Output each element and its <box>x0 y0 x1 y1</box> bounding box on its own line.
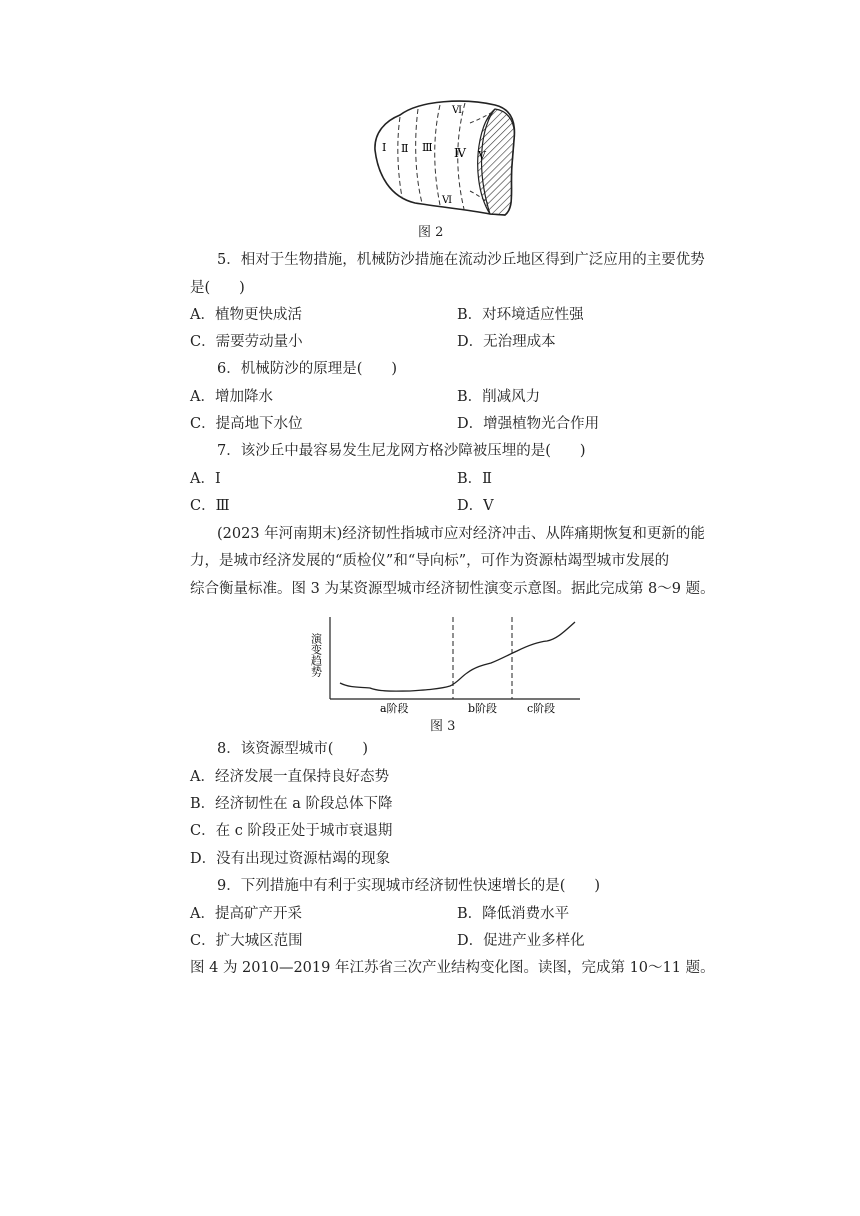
zone-label-5: Ⅴ <box>478 149 486 162</box>
resilience-trend-diagram <box>305 615 585 715</box>
q7-stem: 7．该沙丘中最容易发生尼龙网方格沙障被压埋的是( ) <box>217 443 586 459</box>
figure-2-caption: 图 2 <box>418 225 444 240</box>
passage-line3: 综合衡量标准。图 3 为某资源型城市经济韧性演变示意图。据此完成第 8～9 题。 <box>190 581 715 597</box>
figure-4-intro: 图 4 为 2010—2019 年江苏省三次产业结构变化图。读图，完成第 10～11 题。 <box>190 960 715 976</box>
q8-option-a: A．经济发展一直保持良好态势 <box>190 769 389 785</box>
zone-label-4: Ⅳ <box>454 146 466 160</box>
stage-a-label: a阶段 <box>380 702 409 715</box>
q9-stem: 9．下列措施中有利于实现城市经济韧性快速增长的是( ) <box>217 878 601 894</box>
q9-option-d: D．促进产业多样化 <box>457 933 585 949</box>
q5-option-b: B．对环境适应性强 <box>457 307 584 323</box>
q5-stem-line1: 5．相对于生物措施，机械防沙措施在流动沙丘地区得到广泛应用的主要优势 <box>217 252 705 268</box>
q5-option-c: C．需要劳动量小 <box>190 334 303 350</box>
q6-option-c: C．提高地下水位 <box>190 416 303 432</box>
passage-line2: 力，是城市经济发展的“质检仪”和“导向标”，可作为资源枯竭型城市发展的 <box>190 553 670 569</box>
q6-option-d: D．增强植物光合作用 <box>457 416 600 432</box>
q7-option-c: C．Ⅲ <box>190 498 230 514</box>
q7-option-d: D．Ⅴ <box>457 498 494 514</box>
q6-option-b: B．削减风力 <box>457 389 541 405</box>
q5-option-d: D．无治理成本 <box>457 334 556 350</box>
q6-option-a: A．增加降水 <box>190 389 273 405</box>
q9-option-b: B．降低消费水平 <box>457 906 570 922</box>
figure-3 <box>305 615 585 715</box>
q8-option-b: B．经济韧性在 a 阶段总体下降 <box>190 796 393 812</box>
trend-curve <box>340 622 575 691</box>
q7-option-b: B．Ⅱ <box>457 471 493 487</box>
q6-stem: 6．机械防沙的原理是( ) <box>217 361 398 377</box>
q9-option-c: C．扩大城区范围 <box>190 933 303 949</box>
q9-option-a: A．提高矿产开采 <box>190 906 302 922</box>
q8-stem: 8．该资源型城市( ) <box>217 741 369 757</box>
q8-option-c: C．在 c 阶段正处于城市衰退期 <box>190 823 393 839</box>
q8-option-d: D．没有出现过资源枯竭的现象 <box>190 851 391 867</box>
q5-option-a: A．植物更快成活 <box>190 307 302 323</box>
zone-label-1: Ⅰ <box>382 141 387 154</box>
zone-label-6-top: Ⅵ <box>452 105 463 116</box>
figure-2 <box>370 95 520 220</box>
sand-dune-diagram <box>370 95 520 220</box>
q7-option-a: A．Ⅰ <box>190 471 221 487</box>
passage-line1: (2023 年河南期末)经济韧性指城市应对经济冲击、从阵痛期恢复和更新的能 <box>217 526 705 542</box>
zone-label-3: Ⅲ <box>422 141 433 154</box>
zone-label-6-bottom: Ⅵ <box>442 195 453 206</box>
y-axis-label: 演变趋势 <box>309 633 323 677</box>
stage-b-label: b阶段 <box>468 702 498 715</box>
zone-label-2: Ⅱ <box>401 142 409 155</box>
q5-stem-line2: 是( ) <box>190 280 245 296</box>
figure-3-caption: 图 3 <box>430 719 456 734</box>
stage-c-label: c阶段 <box>527 702 556 715</box>
